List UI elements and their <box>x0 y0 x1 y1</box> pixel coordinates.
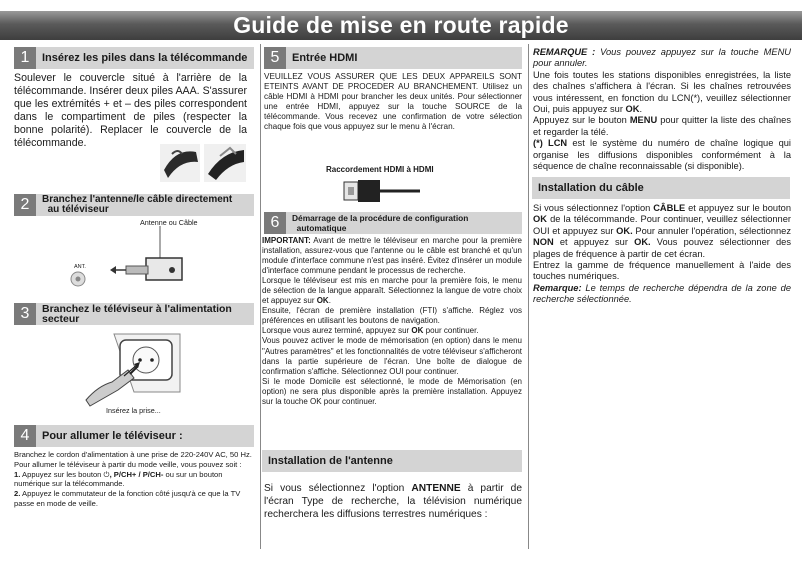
power-plug-illustration <box>84 330 184 408</box>
section-3-header <box>14 303 254 325</box>
section-title: Entrée HDMI <box>292 52 358 64</box>
section-number: 4 <box>14 425 36 447</box>
plug-caption: Insérez la prise... <box>106 406 161 415</box>
section-title: Branchez le téléviseur à l'alimentation secteur <box>42 303 232 325</box>
hdmi-caption: Raccordement HDMI à HDMI <box>326 165 434 174</box>
section-number: 1 <box>14 47 36 69</box>
title-bar <box>0 11 802 40</box>
section-title: Démarrage de la procédure de configuration automatique <box>292 213 469 233</box>
antenna-install-header: Installation de l'antenne <box>262 450 522 472</box>
antenna-cable-label: Antenne ou Câble <box>140 218 198 227</box>
section-6-header <box>264 212 522 234</box>
cable-install-header: Installation du câble <box>532 177 790 199</box>
hdmi-cable-illustration <box>342 178 422 204</box>
section-6-body: IMPORTANT: Avant de mettre le téléviseur en marche pour la première installation, assurez-vous que l'antenne ou le câble est branché et qu'un module d'interface commune n'est pas inséré. Évitez d'insérer un module d'interface commune pendant le processus de recherche. Lorsque le téléviseur est mis en marche pour la première fois, le menu de sélection de la langue apparaît. Sélectionnez la langue de votre choix et appuyez sur OK. Ensuite, l'écran de première installation (FTI) s'affiche. Réglez vos préférences en utilisant les boutons de navigation. Lorsque vous aurez terminé, appuyez sur OK pour continuer. Vous pouvez activer le mode de mémorisation (en option) dans le menu "Autres paramètres" et les fonctionnalités de votre téléviseur s'afficheront dans la partie supérieure de l'écran. Une boîte de dialogue de confirmation s'affiche. Sélectionnez OUI pour continuer. Si le mode Domicile est sélectionné, le mode de Mémorisation (en option) ne sera plus disponible après la première installation. Appuyez sur la touche OK pour continuer. <box>262 236 522 406</box>
section-5-body: VEUILLEZ VOUS ASSURER QUE LES DEUX APPAREILS SONT ETEINTS AVANT DE PROCEDER AU BRANCHEMENT. Utilisez un câble HDMI à HDMI pour brancher les deux unités. Pour sélectionner une entrée HDMI, appuyez sur la touche SOURCE de la télécommande. Vous recevez une confirmation de votre sélection chaque fois que vous appuyez sur le menu à l'écran. <box>264 72 522 132</box>
section-number: 3 <box>14 303 36 325</box>
remote-battery-illustration <box>158 140 248 184</box>
section-4-header <box>14 425 254 447</box>
remark-block: REMARQUE : Vous pouvez appuyez sur la touche MENU pour annuler. Une fois toutes les stations disponibles enregistrées, la liste des chaînes s'affichera à l'écran. Si les chaînes retrouvées vous intéressent, en fonction du LCN(*), veuillez sélectionner Oui, puis appuyez sur OK. Appuyez sur le bouton MENU pour quitter la liste des chaînes et regarder la télé. (*) LCN est le système du numéro de chaîne logique qui organise les diffusions disponibles conformément à la séquence de chaîne reconnaissable (si disponible). <box>533 47 792 172</box>
antenna-install-body: Si vous sélectionnez l'option ANTENNE à partir de l'écran Type de recherche, la télévision numérique recherchera les diffusions terrestres numériques : <box>264 483 523 520</box>
column-divider-2 <box>528 44 529 549</box>
section-1-body: Soulever le couvercle situé à l'arrière de la télécommande. Insérer deux piles AAA. S'assurer que les extrémités + et – des piles correspondent dans le compartiment de piles (respecter la bonne polarité). Replacer le couvercle de la télécommande. <box>14 72 247 149</box>
section-number: 2 <box>14 194 36 216</box>
section-5-header <box>264 47 522 69</box>
section-title: Insérez les piles dans la télécommande <box>42 52 248 64</box>
section-number: 6 <box>264 212 286 234</box>
antenna-connection-illustration <box>60 224 190 294</box>
section-title: Pour allumer le téléviseur : <box>42 430 183 442</box>
power-icon: ⏻ <box>103 469 110 479</box>
ant-label: ANT. <box>74 264 86 270</box>
section-2-header <box>14 194 254 216</box>
section-4-body: Branchez le cordon d'alimentation à une prise de 220-240V AC, 50 Hz. Pour allumer le téléviseur à partir du mode veille, vous pouvez soit : 1. Appuyez sur les bouton ⏻, P/CH+ / P/CH- ou sur un bouton numérique sur la télécommande. 2. Appuyez le commutateur de la fonction côté jusqu'à ce que la TV passe en mode de veille. <box>14 450 252 508</box>
column-divider-1 <box>260 44 261 549</box>
section-number: 5 <box>264 47 286 69</box>
cable-install-body: Si vous sélectionnez l'option CÂBLE et appuyez sur le bouton OK de la télécommande. Pour continuer, veuillez sélectionner OUI et appuyez sur OK. Pour annuler l'opération, sélectionnez NON et appuyez sur OK. Vous pouvez sélectionner des plages de fréquence à partir de cet écran. Entrez la gamme de fréquence manuellement à l'aide des touches numériques. Remarque: Le temps de recherche dépendra de la zone de recherche sélectionnée. <box>533 203 791 305</box>
section-1-header <box>14 47 254 69</box>
page-title: Guide de mise en route rapide <box>233 12 569 38</box>
section-title: Branchez l'antenne/le câble directement au téléviseur <box>42 194 233 215</box>
